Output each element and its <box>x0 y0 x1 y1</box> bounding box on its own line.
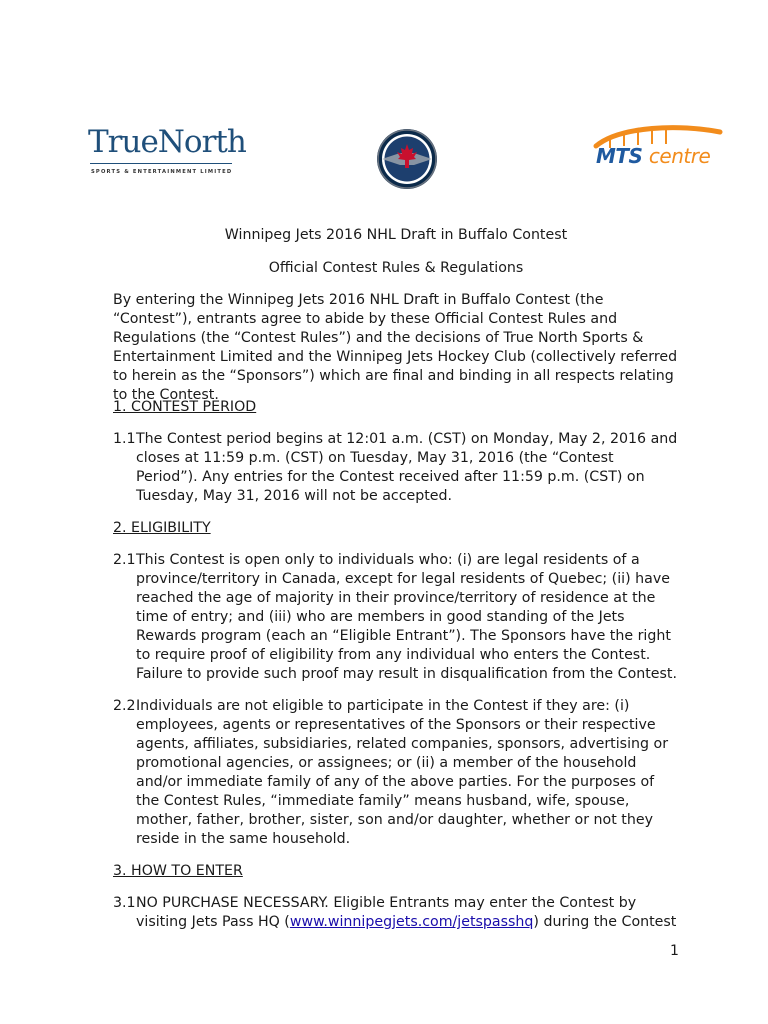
clause-text: Individuals are not eligible to participate in the Contest if they are: (i) employees, agents or representatives of the Sponsors or their respective agents, affiliates, subsidiaries, related companies, sponsors, advertising or promotional agencies, or assignees; or (ii) a member of the household and/or immediate family of any of the above parties. For the purposes of the Contest Rules, “immediate family” means husband, wife, spouse, mother, father, brother, sister, son and/or daughter, whether or not they reside in the same household. <box>136 698 669 847</box>
mts-wordmark-a: MTS <box>596 144 643 168</box>
mts-centre-wordmark <box>596 144 710 168</box>
clause-text-after-link: ) during the Contest <box>533 914 677 930</box>
clause-2-1 <box>113 551 679 684</box>
jetspasshq-link[interactable]: www.winnipegjets.com/jetspasshq <box>289 914 534 930</box>
truenorth-logo-wordmark: TrueNorth <box>88 124 246 160</box>
clause-number: 2.2 <box>113 698 136 714</box>
clause-text: The Contest period begins at 12:01 a.m. (CST) on Monday, May 2, 2016 and closes at 11:59 p.m. (CST) on Tuesday, May 31, 2016 (the “Contest Period”). Any entries for the Contest received after 11:59 p.m. (CST) on Tuesday, May 31, 2016 will not be accepted. <box>136 431 678 504</box>
logo-bar <box>0 118 768 198</box>
clause-text: This Contest is open only to individuals who: (i) are legal residents of a province/territory in Canada, except for legal residents of Quebec; (ii) have reached the age of majority in their province/territory of residence at the time of entry; and (iii) who are members in good standing of the Jets Rewards program (each an “Eligible Entrant”). The Sponsors have the right to require proof of eligibility from any individual who enters the Contest. Failure to provide such proof may result in disqualification from the Contest. <box>136 552 677 682</box>
section-heading-contest-period: 1. CONTEST PERIOD <box>113 399 257 415</box>
section-heading-how-to-enter: 3. HOW TO ENTER <box>113 863 243 879</box>
clause-1-1 <box>113 430 679 506</box>
intro-paragraph: By entering the Winnipeg Jets 2016 NHL Draft in Buffalo Contest (the “Contest”), entrants agree to abide by these Official Contest Rules and Regulations (the “Contest Rules”) and the decisions of True North Sports & Entertainment Limited and the Winnipeg Jets Hockey Club (collectively referred to herein as the “Sponsors”) which are final and binding in all respects relating to the Contest. <box>113 292 678 403</box>
truenorth-logo <box>88 124 246 175</box>
clause-3-1 <box>113 894 679 932</box>
clause-text-before-link: NO PURCHASE NECESSARY. Eligible Entrants may enter the Contest by visiting Jets Pass HQ ( <box>136 895 637 930</box>
page-number: 1 <box>670 943 679 959</box>
mts-centre-logo <box>590 124 724 184</box>
winnipeg-jets-logo <box>376 128 438 190</box>
section-heading-eligibility: 2. ELIGIBILITY <box>113 520 211 536</box>
document-subtitle: Official Contest Rules & Regulations <box>268 260 524 276</box>
truenorth-logo-subtitle: SPORTS & ENTERTAINMENT LIMITED <box>91 169 233 175</box>
clause-number: 2.1 <box>113 552 136 568</box>
clause-text <box>136 894 679 932</box>
clause-number: 3.1 <box>113 895 136 911</box>
mts-wordmark-b: centre <box>648 144 711 168</box>
clause-number: 1.1 <box>113 431 136 447</box>
clause-2-2 <box>113 697 679 849</box>
document-title: Winnipeg Jets 2016 NHL Draft in Buffalo Contest <box>224 227 568 243</box>
truenorth-logo-rule <box>90 163 232 164</box>
